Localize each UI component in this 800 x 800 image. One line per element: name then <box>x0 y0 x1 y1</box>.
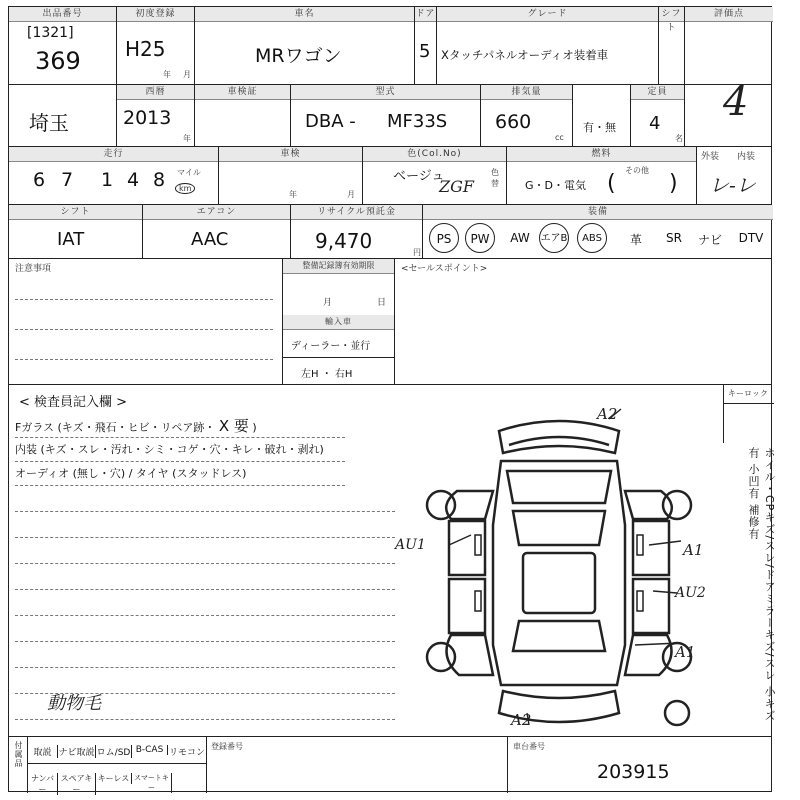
left-front-door <box>449 521 485 575</box>
wheel-rear-left <box>427 643 455 671</box>
paren-open: ( <box>607 171 616 196</box>
year: 2013 <box>123 107 172 129</box>
label-door: ドア <box>415 7 436 22</box>
label-inspection: 車検 <box>219 147 362 162</box>
warranty-divider <box>283 357 394 358</box>
cell-color <box>363 147 507 204</box>
key-lock-divider <box>723 403 724 443</box>
color-change-label: 色替 <box>491 168 499 188</box>
mark-line-au1 <box>449 535 471 545</box>
year-unit: 年 <box>183 134 191 143</box>
rf-handle <box>637 535 643 555</box>
label-displacement: 排気量 <box>481 85 572 100</box>
mileage-digit-3: 1 <box>101 169 114 191</box>
label-recycle: リサイクル預託金 <box>291 205 422 220</box>
equip-sr: SR <box>666 231 682 245</box>
cell-first-reg <box>117 7 195 84</box>
fuel-other: その他 <box>625 166 649 175</box>
row-spec <box>9 79 771 147</box>
era-year-unit: 年 <box>163 70 171 79</box>
mark-line-au2 <box>653 591 677 593</box>
right-front-door <box>633 521 669 575</box>
label-exterior: 外装 <box>701 152 720 162</box>
cell-car-name <box>195 7 415 84</box>
model-prefix: DBA - <box>305 111 356 132</box>
recycle-unit: 円 <box>413 248 421 257</box>
equip-abs: ABS <box>577 223 607 253</box>
insp-line-4 <box>15 511 395 512</box>
chassis-number: 203915 <box>597 761 670 783</box>
auction-sheet <box>8 6 776 794</box>
left-front-fender <box>446 491 493 519</box>
dealer-parallel: ディーラー・並行 <box>291 341 371 352</box>
row-mileage <box>9 147 771 205</box>
notes-line-2 <box>15 329 273 330</box>
roof <box>523 553 595 613</box>
insp-line-2 <box>15 461 345 462</box>
cell-notes <box>9 259 283 384</box>
label-grade: グレード <box>437 7 658 22</box>
equip-ps: PS <box>429 223 459 253</box>
row-notes <box>9 259 771 385</box>
chassis-number-label: 車台番号 <box>513 742 545 751</box>
notes-line-3 <box>15 359 273 360</box>
label-score: 評価点 <box>685 7 773 22</box>
door-count: 5 <box>419 41 431 62</box>
era-year: H25 <box>125 37 166 61</box>
warranty-day: 日 <box>377 298 387 308</box>
label-color: 色(Col.No) <box>363 147 506 162</box>
label-notes: 注意事項 <box>15 264 52 274</box>
insp-line-5 <box>15 537 395 538</box>
grade: Xタッチパネルオーディオ装着車 <box>441 48 609 62</box>
lot-prefix: [1321] <box>27 25 74 41</box>
label-car-name: 車名 <box>195 7 414 22</box>
row-inspector <box>9 385 776 737</box>
ext-int-hand: レ-レ <box>709 173 756 197</box>
cell-ext-int <box>697 147 773 204</box>
reg-number-box <box>205 737 508 793</box>
mark-a1-lower: A1 <box>675 643 696 661</box>
month-unit: 月 <box>183 70 191 79</box>
label-mileage: 走行 <box>9 147 218 162</box>
car-diagram <box>409 395 709 735</box>
right-rear-quarter <box>625 635 672 675</box>
fglass-end: ) <box>252 421 257 434</box>
score-hand: 4 <box>723 79 749 125</box>
fglass-line <box>15 415 257 436</box>
label-interior: 内装 <box>737 152 756 162</box>
displacement-unit: cc <box>555 133 564 142</box>
spare-wheel <box>665 701 689 725</box>
model-code: MF33S <box>387 111 448 132</box>
inspection-year-unit: 年 <box>289 190 297 199</box>
notes-line-1 <box>15 299 273 300</box>
label-first-reg: 初度登録 <box>117 7 194 22</box>
cell-grade <box>437 7 659 84</box>
recycle-fee: 9,470 <box>315 229 373 253</box>
aircon: AAC <box>191 229 229 250</box>
acc-rom-sd: ロム/SD <box>96 745 132 758</box>
label-shift-top: シフト <box>659 7 684 22</box>
acc-bcas: B-CAS <box>132 745 168 755</box>
left-rear-quarter <box>447 635 494 675</box>
key-lock-label: キーロック <box>728 389 768 398</box>
interior-line: 内装 (キズ・スレ・汚れ・シミ・コゲ・穴・キレ・破れ・剥れ) <box>15 443 324 456</box>
paren-close: ) <box>669 171 678 196</box>
mileage-digit-2: 7 <box>61 169 74 191</box>
accessory-grid <box>27 737 207 793</box>
acc-keyless: キーレス <box>96 773 132 784</box>
cell-equipment <box>423 205 773 258</box>
cell-aircon <box>143 205 291 258</box>
inspector-title: < 検査員記入欄 > <box>19 395 128 410</box>
cell-shift-top <box>659 7 685 84</box>
equip-pw: PW <box>465 223 495 253</box>
label-fuel: 燃料 <box>507 147 696 162</box>
label-lot: 出品番号 <box>9 7 116 22</box>
reg-number-label: 登録番号 <box>211 742 243 751</box>
insp-line-12 <box>15 719 395 720</box>
lr-handle <box>475 591 481 611</box>
mileage-unit: km <box>175 183 195 194</box>
mark-au2: AU2 <box>675 585 706 601</box>
right-front-fender <box>625 491 672 519</box>
insp-line-9 <box>15 641 395 642</box>
ari-nashi: 有・無 <box>583 121 616 134</box>
shift: IAT <box>57 229 85 250</box>
windshield <box>513 511 605 545</box>
color: ベージュ <box>393 169 445 184</box>
displacement: 660 <box>495 111 532 133</box>
insp-line-10 <box>15 667 395 668</box>
cell-year <box>117 85 195 146</box>
label-aircon: エアコン <box>143 205 290 220</box>
audio-tire-line: オーディオ (無し・穴) / タイヤ (スタッドレス) <box>15 467 247 480</box>
label-sales-point: <セールスポイント> <box>401 264 488 274</box>
chassis-number-box <box>507 737 773 793</box>
row-title <box>9 7 771 85</box>
acc-navi-manual: ナビ取説 <box>58 745 96 758</box>
equip-leather: 革 <box>629 233 642 247</box>
mileage-digit-5: 8 <box>153 169 166 191</box>
equip-dtv: DTV <box>738 231 764 245</box>
acc-manual: 取説 <box>28 745 58 758</box>
cell-shift <box>9 205 143 258</box>
accessories-label: 付属品 <box>14 741 23 768</box>
acc-remote: リモコン <box>168 748 205 758</box>
label-model: 型式 <box>291 85 480 100</box>
right-rear-door <box>633 579 669 633</box>
fglass-mark: X 要 <box>218 417 249 435</box>
warranty-month: 月 <box>323 298 333 308</box>
lf-handle <box>475 535 481 555</box>
rear-window <box>513 621 605 651</box>
cell-region <box>9 85 117 146</box>
cell-inspection <box>219 147 363 204</box>
insp-line-6 <box>15 563 395 564</box>
cell-displacement <box>481 85 573 146</box>
row-shift <box>9 205 771 259</box>
label-equipment: 装備 <box>423 205 773 220</box>
cell-fuel <box>507 147 697 204</box>
capacity-unit: 名 <box>675 134 683 143</box>
mark-a2-top: A2 <box>597 405 618 423</box>
equip-navi: ナビ <box>697 233 722 247</box>
wheel-front-right <box>663 491 691 519</box>
insp-line-8 <box>15 615 395 616</box>
label-import-route: 輸入車 <box>283 315 394 330</box>
lot-number: 369 <box>35 47 81 75</box>
insp-line-1 <box>15 437 345 438</box>
cell-lot <box>9 7 117 84</box>
inspection-month-unit: 月 <box>347 190 355 199</box>
label-shift: シフト <box>9 205 142 220</box>
left-rear-door <box>449 579 485 633</box>
label-year: 西暦 <box>117 85 194 100</box>
equip-airbag: エアB <box>539 223 569 253</box>
hood <box>507 471 611 503</box>
key-lock-box <box>723 385 774 404</box>
hand-note: 動物毛 <box>47 693 101 714</box>
insp-line-3 <box>15 485 345 486</box>
color-code-hand: ZGF <box>439 177 474 196</box>
insp-line-7 <box>15 589 395 590</box>
handle-side: 左H ・ 右H <box>301 369 353 380</box>
cell-door <box>415 7 437 84</box>
cell-capacity <box>631 85 685 146</box>
mileage-digit-1: 6 <box>33 169 46 191</box>
wheel-front-left <box>427 491 455 519</box>
rr-handle <box>637 591 643 611</box>
mark-a1-right: A1 <box>683 541 704 559</box>
mark-a2-bottom: A2 <box>511 711 532 729</box>
acc-spare-key: スペアキー <box>58 773 96 795</box>
acc-number: ナンバー <box>28 773 58 795</box>
cell-warranty <box>283 259 395 384</box>
label-warranty: 整備記録簿有効期限 <box>283 259 394 274</box>
label-capacity: 定員 <box>631 85 684 100</box>
acc-smart-key: スマートキー <box>132 773 172 793</box>
cell-import <box>195 85 291 146</box>
row-footer <box>9 737 771 793</box>
accessory-divider <box>28 763 206 764</box>
cell-recycle <box>291 205 423 258</box>
mark-au1: AU1 <box>395 537 426 553</box>
mileage-digit-4: 4 <box>127 169 140 191</box>
cell-score-top <box>685 7 773 84</box>
cell-mileage <box>9 147 219 204</box>
damage-legend-vertical: ホイル・CPキズ/スレ/ドアミラーキズ/スレ 小キズ有 小凹有 補修有 <box>747 447 776 722</box>
cell-score <box>685 79 773 146</box>
mileage-unit-alt: マイル <box>177 168 201 177</box>
cell-ari-nashi <box>573 85 631 146</box>
fuel-options: G・D・電気 <box>525 179 586 192</box>
cell-model <box>291 85 481 146</box>
region: 埼玉 <box>29 111 69 135</box>
equip-aw: AW <box>510 231 530 245</box>
car-name: MRワゴン <box>255 45 342 67</box>
cell-sales-point <box>395 259 773 384</box>
front-grille <box>509 437 609 445</box>
label-import: 車検証 <box>195 85 290 100</box>
capacity: 4 <box>649 113 661 134</box>
mark-line-a1 <box>649 541 681 545</box>
fglass-text: Fガラス (キズ・飛石・ヒビ・リペア跡・ <box>15 421 216 434</box>
